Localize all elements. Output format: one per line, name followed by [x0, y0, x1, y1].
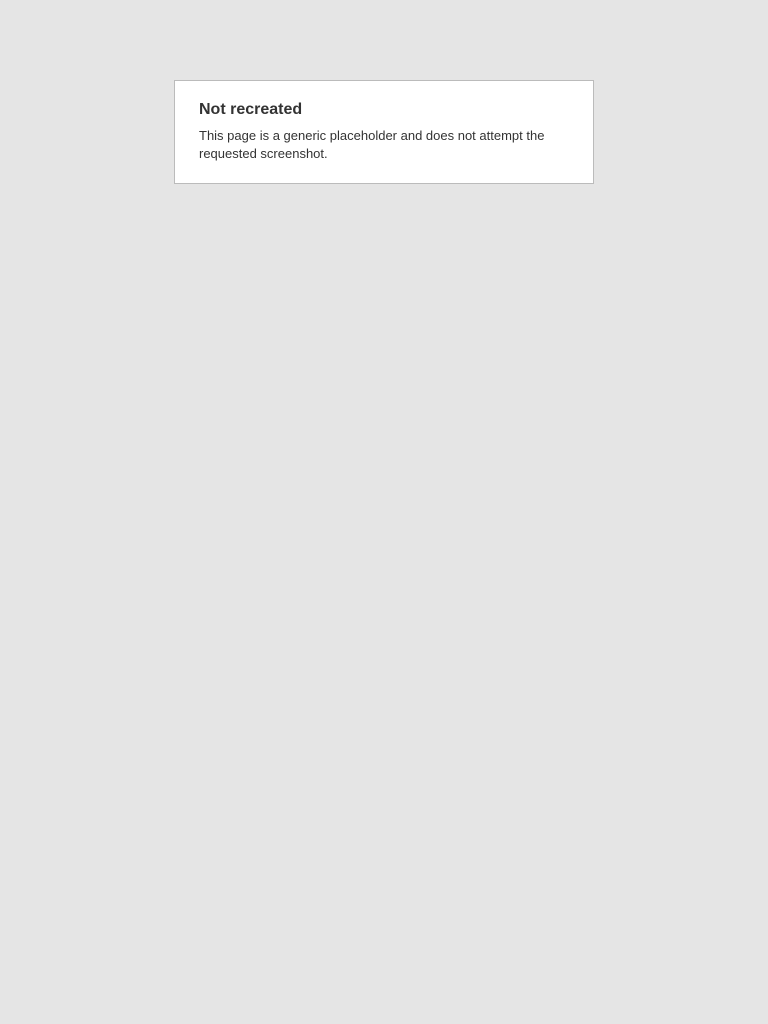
placeholder-panel: [174, 80, 594, 184]
placeholder-note: This page is a generic placeholder and does not attempt the requested screenshot.: [199, 128, 545, 162]
placeholder-title: Not recreated: [199, 101, 303, 118]
